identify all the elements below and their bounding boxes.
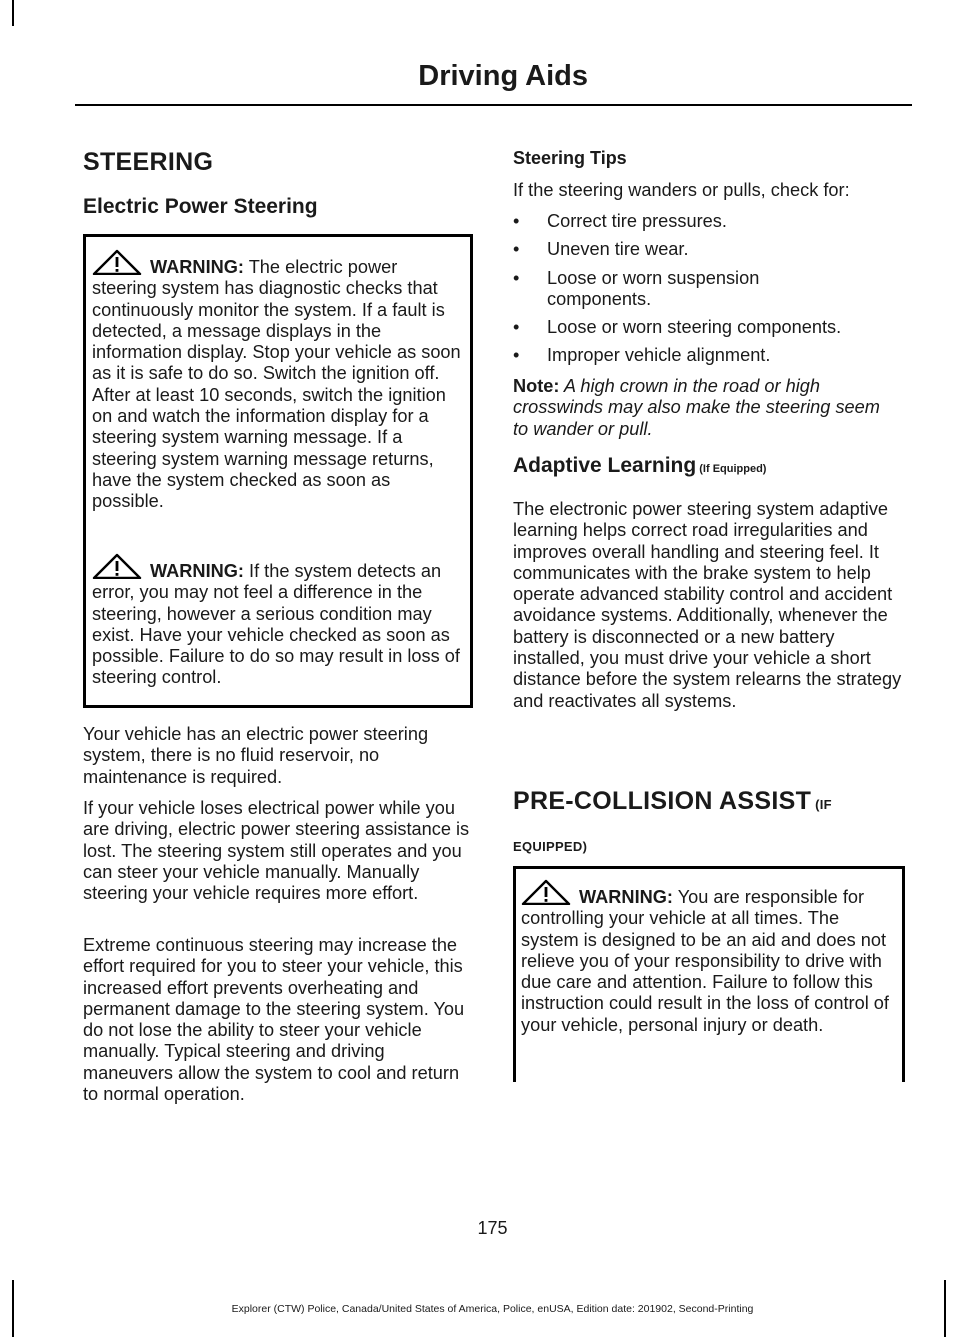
adaptive-title: Adaptive Learning bbox=[513, 454, 697, 477]
crop-mark bbox=[12, 0, 14, 26]
note bbox=[513, 376, 893, 440]
body-paragraph: Extreme continuous steering may increase the effort required for you to steer your vehicle, this increased effort prevents overheating and permanent damage to the steering system. You do not lose the ability to steer your vehicle manually. Typical steering and driving maneuvers allow the system to cool and return to normal operation. bbox=[83, 935, 465, 1105]
warning-message bbox=[92, 553, 467, 689]
list-item: • Correct tire pressures. bbox=[513, 211, 908, 232]
section-title-pre-collision-assist bbox=[513, 782, 908, 866]
list-item: • Uneven tire wear. bbox=[513, 239, 908, 260]
note-text: A high crown in the road or high crosswinds may also make the steering seem to wander or pull. bbox=[513, 376, 880, 439]
subsection-title-eps: Electric Power Steering bbox=[83, 195, 318, 218]
subsection-title-adaptive-learning bbox=[513, 454, 766, 478]
body-paragraph: The electronic power steering system adaptive learning helps correct road irregularities and improves overall handling and steering feel. It communicates with the brake system to help operate advanced stability control and accident avoidance systems. Additionally, whenever the battery is disconnected or a new battery installed, you must drive your vehicle a short distance before the system relearns the strategy and reactivates all systems. bbox=[513, 499, 902, 711]
warning-label: WARNING: bbox=[579, 887, 673, 907]
warning-label: WARNING: bbox=[150, 561, 244, 581]
list-item: • Loose or worn steering components. bbox=[513, 317, 908, 338]
footer-edition-info: Explorer (CTW) Police, Canada/United States of America, Police, enUSA, Edition date: 201902, Second-Printing bbox=[231, 1303, 754, 1315]
pca-suffix: (IF EQUIPPED) bbox=[513, 797, 832, 854]
subsection-title-steering-tips: Steering Tips bbox=[513, 148, 627, 168]
warning-label: WARNING: bbox=[150, 257, 244, 277]
tips-list bbox=[513, 211, 908, 374]
adaptive-suffix: (If Equipped) bbox=[696, 463, 767, 475]
section-title-steering: STEERING bbox=[83, 148, 214, 176]
warning-text: If the system detects an error, you may not feel a difference in the steering, however a serious condition may exist. Have your vehicle checked as soon as possible. Failure to do so may result in loss of steering control. bbox=[92, 561, 460, 688]
page-number: 175 bbox=[477, 1218, 508, 1238]
body-paragraph: Your vehicle has an electric power steering system, there is no fluid reservoir, no maintenance is required. bbox=[83, 724, 429, 787]
tips-intro: If the steering wanders or pulls, check for: bbox=[513, 180, 850, 200]
list-item: • Loose or worn suspension components. bbox=[513, 268, 807, 311]
warning-message bbox=[92, 249, 467, 513]
body-paragraph: If your vehicle loses electrical power while you are driving, electric power steering assistance is lost. The steering system still operates and you can steer your vehicle manually. Manually steering your vehicle requires more effort. bbox=[83, 798, 470, 904]
note-label: Note: bbox=[513, 376, 560, 396]
warning-text: You are responsible for controlling your vehicle at all times. The system is designed to be an aid and does not relieve you of your responsibility to drive with due care and attention. Failure to follow this instruction could result in the loss of control of your vehicle, personal injury or death. bbox=[521, 887, 889, 1035]
pca-title: PRE-COLLISION ASSIST bbox=[513, 787, 812, 815]
warning-text: The electric power steering system has diagnostic checks that continuously monitor the system. If a fault is detected, a message displays in the information display. Stop your vehicle as soon as it is safe to do so. Switch the ignition off. After at least 10 seconds, switch the ignition on and watch the information display for a steering system warning message. If a steering system warning message returns, have the system checked as soon as possible. bbox=[92, 257, 461, 512]
header-divider bbox=[75, 104, 912, 106]
warning-triangle-icon bbox=[92, 249, 142, 275]
warning-triangle-icon bbox=[521, 879, 571, 905]
warning-triangle-icon bbox=[92, 553, 142, 579]
list-item: • Improper vehicle alignment. bbox=[513, 345, 908, 366]
warning-message bbox=[521, 879, 899, 1036]
chapter-title: Driving Aids bbox=[418, 60, 588, 92]
